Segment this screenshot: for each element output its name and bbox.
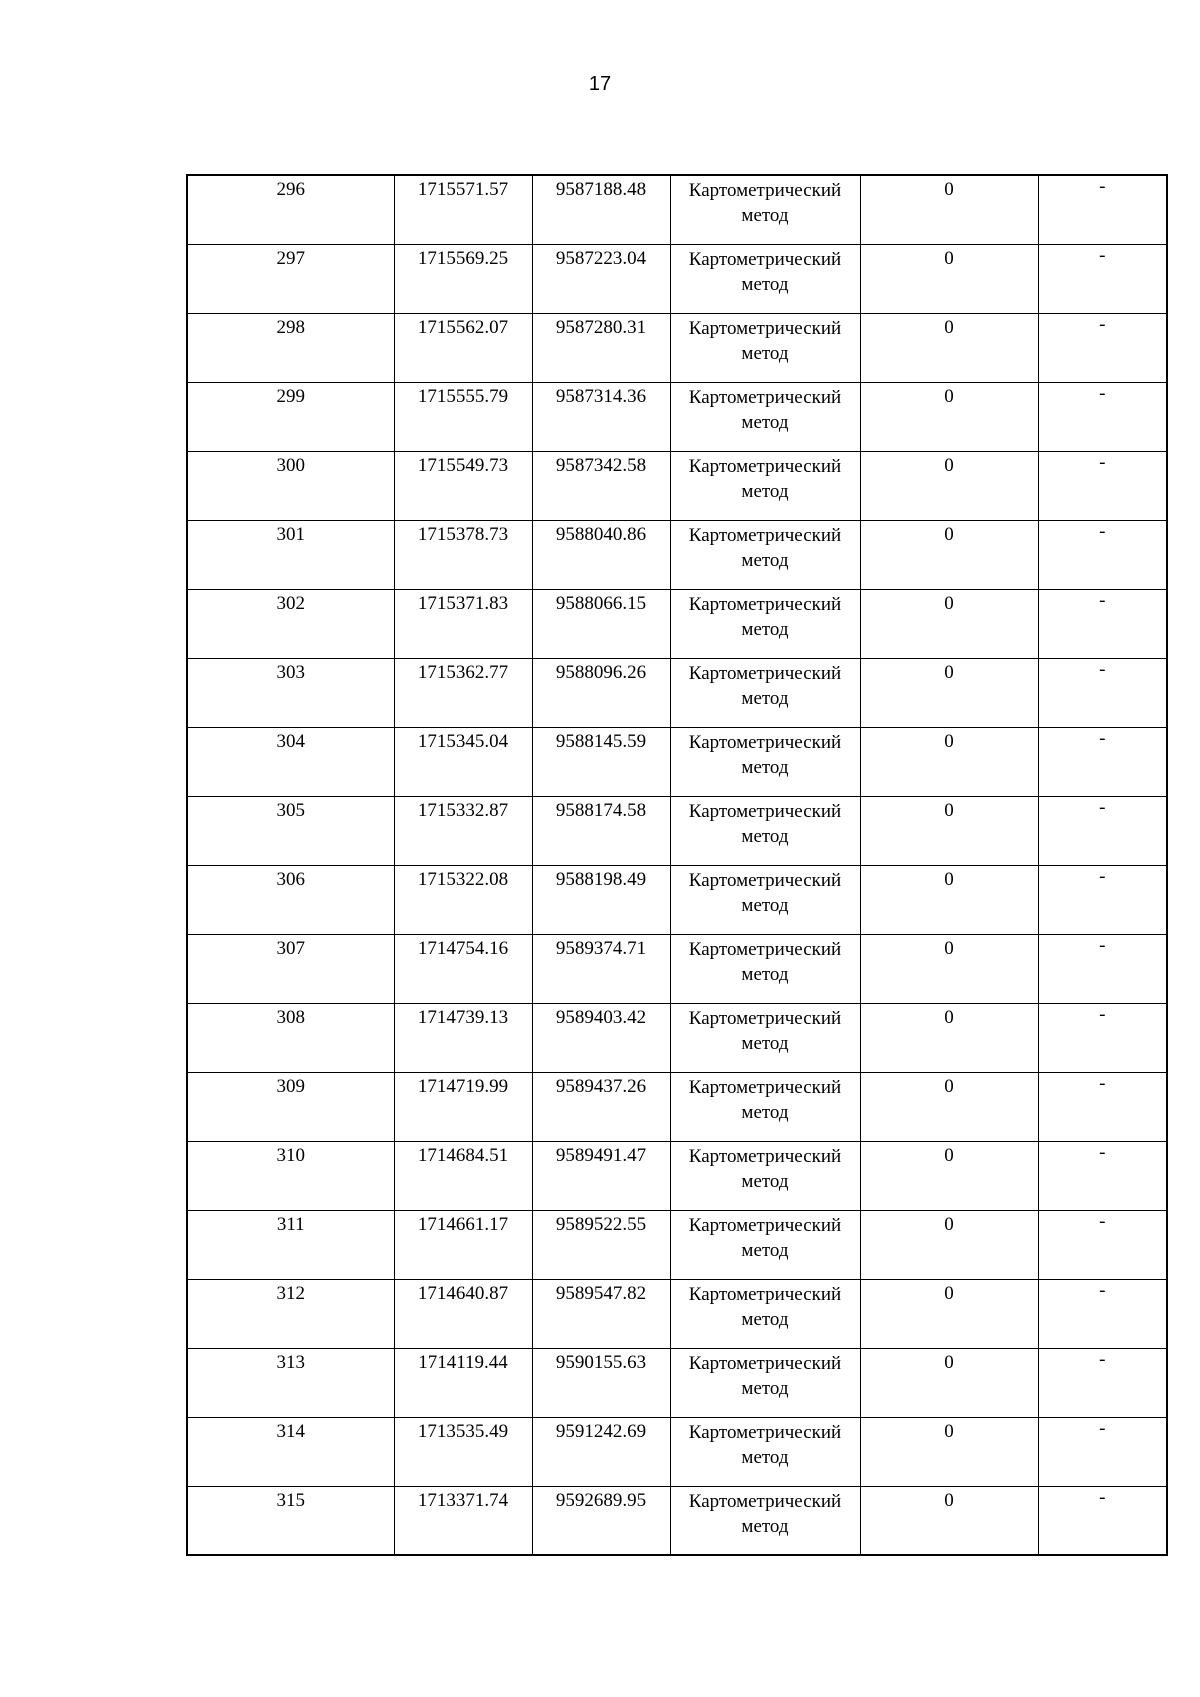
point-number-cell [187,1003,394,1072]
note-cell-text: - [1099,1279,1106,1301]
point-number-cell [187,865,394,934]
table-row [187,589,1167,658]
note-cell-text: - [1099,1417,1106,1439]
x-coordinate-cell [394,934,532,1003]
note-cell-text: - [1099,520,1106,542]
point-number-cell [187,727,394,796]
y-coordinate-cell-text: 9589437.26 [555,1075,647,1097]
precision-cell [860,727,1038,796]
point-number-cell [187,589,394,658]
method-cell-text: Картометрический метод [688,1007,842,1054]
point-number-cell-text: 300 [276,454,305,476]
note-cell [1038,313,1167,382]
y-coordinate-cell-text: 9587314.36 [555,385,647,407]
x-coordinate-cell-text: 1714684.51 [417,1144,509,1166]
x-coordinate-cell [394,1348,532,1417]
x-coordinate-cell-text: 1714640.87 [417,1282,509,1304]
precision-cell-text: 0 [944,1213,954,1235]
x-coordinate-cell [394,244,532,313]
x-coordinate-cell-text: 1715562.07 [417,316,509,338]
point-number-cell [187,934,394,1003]
x-coordinate-cell [394,1417,532,1486]
point-number-cell [187,658,394,727]
note-cell [1038,1072,1167,1141]
precision-cell-text: 0 [944,179,954,200]
method-cell [670,1417,860,1486]
note-cell [1038,520,1167,589]
precision-cell-text: 0 [944,937,954,959]
table-row [187,1486,1167,1555]
note-cell-text: - [1099,796,1106,818]
precision-cell-text: 0 [944,1144,954,1166]
note-cell [1038,1279,1167,1348]
table-row [187,175,1167,244]
precision-cell [860,589,1038,658]
x-coordinate-cell-text: 1715378.73 [417,523,509,545]
note-cell [1038,1210,1167,1279]
y-coordinate-cell-text: 9588198.49 [555,868,647,890]
method-cell [670,1279,860,1348]
note-cell-text: - [1099,382,1106,404]
method-cell [670,865,860,934]
y-coordinate-cell-text: 9587280.31 [555,316,647,338]
note-cell-text: - [1099,727,1106,749]
y-coordinate-cell-text: 9588066.15 [555,592,647,614]
x-coordinate-cell [394,451,532,520]
x-coordinate-cell-text: 1713535.49 [417,1420,509,1442]
x-coordinate-cell [394,1072,532,1141]
note-cell-text: - [1099,451,1106,473]
note-cell-text: - [1099,1486,1106,1508]
x-coordinate-cell-text: 1715549.73 [417,454,509,476]
note-cell-text: - [1099,934,1106,956]
x-coordinate-cell-text: 1715322.08 [417,868,509,890]
point-number-cell [187,244,394,313]
x-coordinate-cell [394,865,532,934]
point-number-cell-text: 304 [276,730,305,752]
table-row [187,1210,1167,1279]
table-row [187,1348,1167,1417]
point-number-cell-text: 314 [276,1420,305,1442]
method-cell-text: Картометрический метод [688,1352,842,1399]
note-cell [1038,1486,1167,1555]
y-coordinate-cell [532,1348,670,1417]
x-coordinate-cell [394,382,532,451]
point-number-cell-text: 309 [276,1075,305,1097]
precision-cell-text: 0 [944,661,954,683]
precision-cell-text: 0 [944,316,954,338]
y-coordinate-cell-text: 9589374.71 [555,937,647,959]
method-cell [670,796,860,865]
x-coordinate-cell-text: 1715332.87 [417,799,509,821]
point-number-cell [187,1486,394,1555]
method-cell-text: Картометрический метод [688,1145,842,1192]
y-coordinate-cell [532,658,670,727]
table-row [187,1072,1167,1141]
x-coordinate-cell [394,1003,532,1072]
method-cell [670,934,860,1003]
method-cell [670,313,860,382]
point-number-cell [187,175,394,244]
note-cell-text: - [1099,658,1106,680]
y-coordinate-cell-text: 9590155.63 [555,1351,647,1373]
x-coordinate-cell [394,1210,532,1279]
y-coordinate-cell-text: 9589547.82 [555,1282,647,1304]
x-coordinate-cell-text: 1714739.13 [417,1006,509,1028]
note-cell [1038,382,1167,451]
precision-cell [860,796,1038,865]
method-cell-text: Картометрический метод [688,593,842,640]
point-number-cell-text: 303 [276,661,305,683]
y-coordinate-cell-text: 9588174.58 [555,799,647,821]
point-number-cell-text: 301 [276,523,305,545]
method-cell [670,727,860,796]
x-coordinate-cell-text: 1713371.74 [417,1489,509,1511]
x-coordinate-cell-text: 1714661.17 [417,1213,509,1235]
precision-cell-text: 0 [944,1420,954,1442]
table-row [187,244,1167,313]
point-number-cell-text: 299 [276,385,305,407]
table-row [187,1279,1167,1348]
table-row [187,1141,1167,1210]
page-number: 17 [588,73,612,95]
precision-cell [860,1210,1038,1279]
method-cell-text: Картометрический метод [688,180,842,226]
table-row [187,865,1167,934]
note-cell-text: - [1099,313,1106,335]
point-number-cell-text: 296 [276,179,305,200]
x-coordinate-cell [394,658,532,727]
note-cell [1038,244,1167,313]
y-coordinate-cell [532,1003,670,1072]
precision-cell-text: 0 [944,868,954,890]
precision-cell-text: 0 [944,523,954,545]
precision-cell-text: 0 [944,730,954,752]
y-coordinate-cell-text: 9589491.47 [555,1144,647,1166]
precision-cell [860,865,1038,934]
method-cell-text: Картометрический метод [688,731,842,778]
note-cell [1038,1348,1167,1417]
method-cell-text: Картометрический метод [688,662,842,709]
x-coordinate-cell [394,589,532,658]
precision-cell [860,520,1038,589]
table-row [187,451,1167,520]
y-coordinate-cell-text: 9589522.55 [555,1213,647,1235]
x-coordinate-cell-text: 1715345.04 [417,730,509,752]
x-coordinate-cell [394,796,532,865]
note-cell [1038,175,1167,244]
note-cell [1038,727,1167,796]
method-cell [670,175,860,244]
method-cell-text: Картометрический метод [688,1490,842,1537]
method-cell [670,589,860,658]
point-number-cell-text: 306 [276,868,305,890]
y-coordinate-cell [532,727,670,796]
precision-cell-text: 0 [944,247,954,269]
x-coordinate-cell-text: 1715555.79 [417,385,509,407]
precision-cell [860,382,1038,451]
point-number-cell-text: 305 [276,799,305,821]
method-cell-text: Картометрический метод [688,248,842,295]
precision-cell-text: 0 [944,1351,954,1373]
point-number-cell-text: 312 [276,1282,305,1304]
x-coordinate-cell-text: 1715571.57 [417,179,509,200]
note-cell [1038,934,1167,1003]
x-coordinate-cell [394,520,532,589]
point-number-cell-text: 302 [276,592,305,614]
note-cell-text: - [1099,1141,1106,1163]
method-cell-text: Картометрический метод [688,1421,842,1468]
precision-cell-text: 0 [944,454,954,476]
note-cell-text: - [1099,244,1106,266]
y-coordinate-cell-text: 9588096.26 [555,661,647,683]
x-coordinate-cell [394,727,532,796]
x-coordinate-cell-text: 1714754.16 [417,937,509,959]
x-coordinate-cell-text: 1714719.99 [417,1075,509,1097]
point-number-cell [187,1072,394,1141]
precision-cell-text: 0 [944,1075,954,1097]
y-coordinate-cell-text: 9592689.95 [555,1489,647,1511]
method-cell [670,1486,860,1555]
x-coordinate-cell [394,313,532,382]
y-coordinate-cell-text: 9588145.59 [555,730,647,752]
x-coordinate-cell-text: 1715569.25 [417,247,509,269]
method-cell [670,1141,860,1210]
point-number-cell [187,451,394,520]
y-coordinate-cell [532,382,670,451]
method-cell [670,382,860,451]
precision-cell-text: 0 [944,385,954,407]
point-number-cell [187,1348,394,1417]
y-coordinate-cell [532,1486,670,1555]
note-cell [1038,658,1167,727]
method-cell-text: Картометрический метод [688,1076,842,1123]
point-number-cell-text: 310 [276,1144,305,1166]
precision-cell [860,658,1038,727]
table-row [187,658,1167,727]
method-cell-text: Картометрический метод [688,386,842,433]
method-cell-text: Картометрический метод [688,317,842,364]
y-coordinate-cell [532,451,670,520]
point-number-cell-text: 315 [276,1489,305,1511]
precision-cell [860,1279,1038,1348]
precision-cell [860,244,1038,313]
method-cell [670,1072,860,1141]
table-row [187,934,1167,1003]
point-number-cell-text: 307 [276,937,305,959]
coordinates-table [186,174,1168,1556]
precision-cell-text: 0 [944,799,954,821]
point-number-cell-text: 311 [276,1213,305,1235]
y-coordinate-cell [532,520,670,589]
point-number-cell-text: 297 [276,247,305,269]
y-coordinate-cell [532,1417,670,1486]
precision-cell [860,1141,1038,1210]
precision-cell [860,1072,1038,1141]
x-coordinate-cell-text: 1715362.77 [417,661,509,683]
precision-cell [860,934,1038,1003]
x-coordinate-cell [394,1486,532,1555]
method-cell-text: Картометрический метод [688,800,842,847]
method-cell-text: Картометрический метод [688,455,842,502]
point-number-cell-text: 313 [276,1351,305,1373]
x-coordinate-cell [394,1279,532,1348]
point-number-cell [187,313,394,382]
point-number-cell [187,1417,394,1486]
note-cell-text: - [1099,1072,1106,1094]
precision-cell [860,1417,1038,1486]
y-coordinate-cell [532,244,670,313]
y-coordinate-cell-text: 9587223.04 [555,247,647,269]
note-cell [1038,1141,1167,1210]
table-row [187,520,1167,589]
point-number-cell [187,382,394,451]
note-cell [1038,1003,1167,1072]
method-cell-text: Картометрический метод [688,524,842,571]
note-cell [1038,796,1167,865]
x-coordinate-cell-text: 1714119.44 [418,1351,508,1373]
y-coordinate-cell [532,1141,670,1210]
method-cell [670,1003,860,1072]
precision-cell-text: 0 [944,1006,954,1028]
y-coordinate-cell [532,865,670,934]
table-row [187,1003,1167,1072]
note-cell-text: - [1099,176,1106,197]
precision-cell-text: 0 [944,1282,954,1304]
precision-cell-text: 0 [944,592,954,614]
point-number-cell-text: 308 [276,1006,305,1028]
method-cell [670,1348,860,1417]
precision-cell [860,175,1038,244]
point-number-cell [187,1141,394,1210]
method-cell-text: Картометрический метод [688,869,842,916]
method-cell-text: Картометрический метод [688,1283,842,1330]
note-cell [1038,589,1167,658]
y-coordinate-cell [532,796,670,865]
method-cell-text: Картометрический метод [688,938,842,985]
note-cell-text: - [1099,1210,1106,1232]
y-coordinate-cell-text: 9587188.48 [555,179,647,200]
y-coordinate-cell [532,934,670,1003]
point-number-cell [187,520,394,589]
table-row [187,727,1167,796]
note-cell-text: - [1099,1348,1106,1370]
note-cell-text: - [1099,865,1106,887]
table-body [187,175,1167,1555]
method-cell [670,1210,860,1279]
y-coordinate-cell-text: 9587342.58 [555,454,647,476]
y-coordinate-cell-text: 9588040.86 [555,523,647,545]
note-cell-text: - [1099,589,1106,611]
method-cell [670,520,860,589]
precision-cell-text: 0 [944,1489,954,1511]
method-cell-text: Картометрический метод [688,1214,842,1261]
method-cell [670,658,860,727]
y-coordinate-cell-text: 9589403.42 [555,1006,647,1028]
x-coordinate-cell [394,1141,532,1210]
y-coordinate-cell [532,1072,670,1141]
method-cell [670,244,860,313]
table-row [187,796,1167,865]
y-coordinate-cell-text: 9591242.69 [555,1420,647,1442]
point-number-cell [187,796,394,865]
y-coordinate-cell [532,1210,670,1279]
method-cell [670,451,860,520]
precision-cell [860,451,1038,520]
point-number-cell [187,1279,394,1348]
precision-cell [860,313,1038,382]
y-coordinate-cell [532,313,670,382]
note-cell-text: - [1099,1003,1106,1025]
table-row [187,382,1167,451]
precision-cell [860,1003,1038,1072]
x-coordinate-cell [394,175,532,244]
note-cell [1038,451,1167,520]
note-cell [1038,1417,1167,1486]
y-coordinate-cell [532,175,670,244]
precision-cell [860,1348,1038,1417]
precision-cell [860,1486,1038,1555]
y-coordinate-cell [532,589,670,658]
point-number-cell [187,1210,394,1279]
x-coordinate-cell-text: 1715371.83 [417,592,509,614]
point-number-cell-text: 298 [276,316,305,338]
table-row [187,1417,1167,1486]
note-cell [1038,865,1167,934]
y-coordinate-cell [532,1279,670,1348]
table-row [187,313,1167,382]
